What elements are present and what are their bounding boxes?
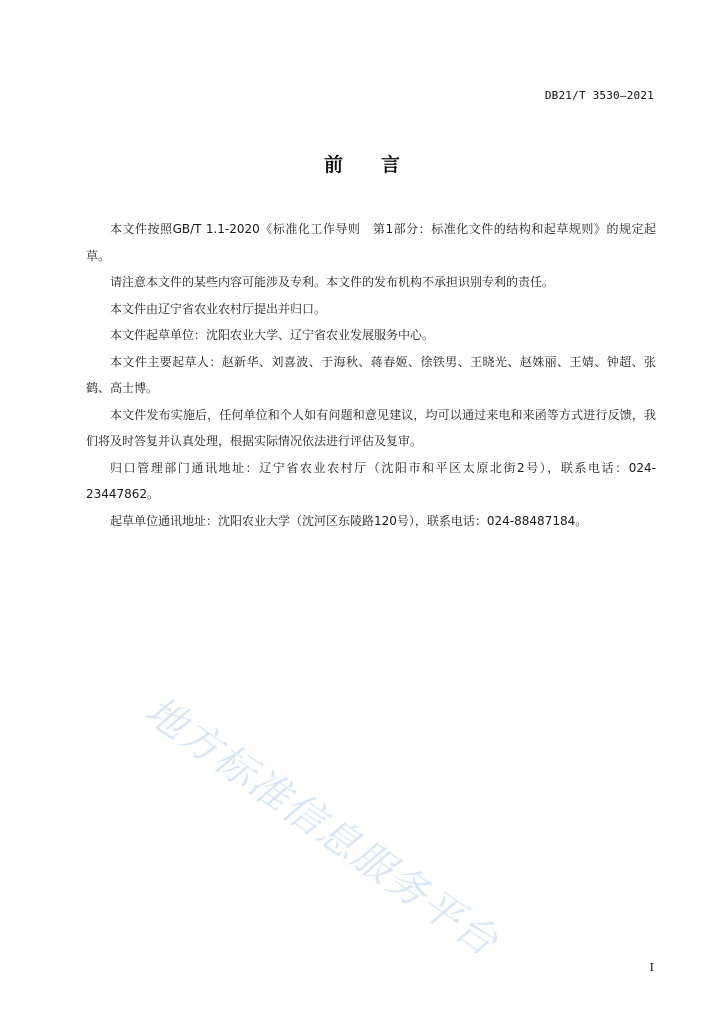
page-number: I: [649, 961, 654, 974]
foreword-body: [86, 216, 656, 534]
page-title: 前言: [323, 154, 438, 176]
paragraph-drafting-unit-address: 起草单位通讯地址：沈阳农业大学（沈河区东陵路120号），联系电话：024-88487184。: [110, 513, 588, 528]
paragraph-drafting-rules: 本文件按照GB/T 1.1-2020《标准化工作导则 第1部分：标准化文件的结构和起草规则》的规定起草。: [86, 222, 656, 263]
paragraph-drafting-units: 本文件起草单位：沈阳农业大学、辽宁省农业发展服务中心。: [110, 328, 435, 342]
paragraph-main-drafters: 本文件主要起草人：赵新华、刘喜波、于海秋、蒋春姬、徐铁男、王晓光、赵姝丽、王婧、钟超、张鹤、高士博。: [86, 354, 656, 395]
paragraph-proposer: 本文件由辽宁省农业农村厅提出并归口。: [110, 301, 327, 316]
watermark: 地方标准信息服务平台: [136, 687, 507, 966]
paragraph-feedback: 本文件发布实施后，任何单位和个人如有问题和意见建议，均可以通过来电和来函等方式进行反馈，我们将及时答复并认真处理，根据实际情况依法进行评估及复审。: [86, 407, 656, 448]
document-code: DB21/T 3530—2021: [544, 89, 654, 102]
paragraph-patent-notice: 请注意本文件的某些内容可能涉及专利。本文件的发布机构不承担识别专利的责任。: [110, 275, 555, 289]
paragraph-management-address: 归口管理部门通讯地址：辽宁省农业农村厅（沈阳市和平区太原北街2号），联系电话：024-23447862。: [86, 460, 656, 501]
